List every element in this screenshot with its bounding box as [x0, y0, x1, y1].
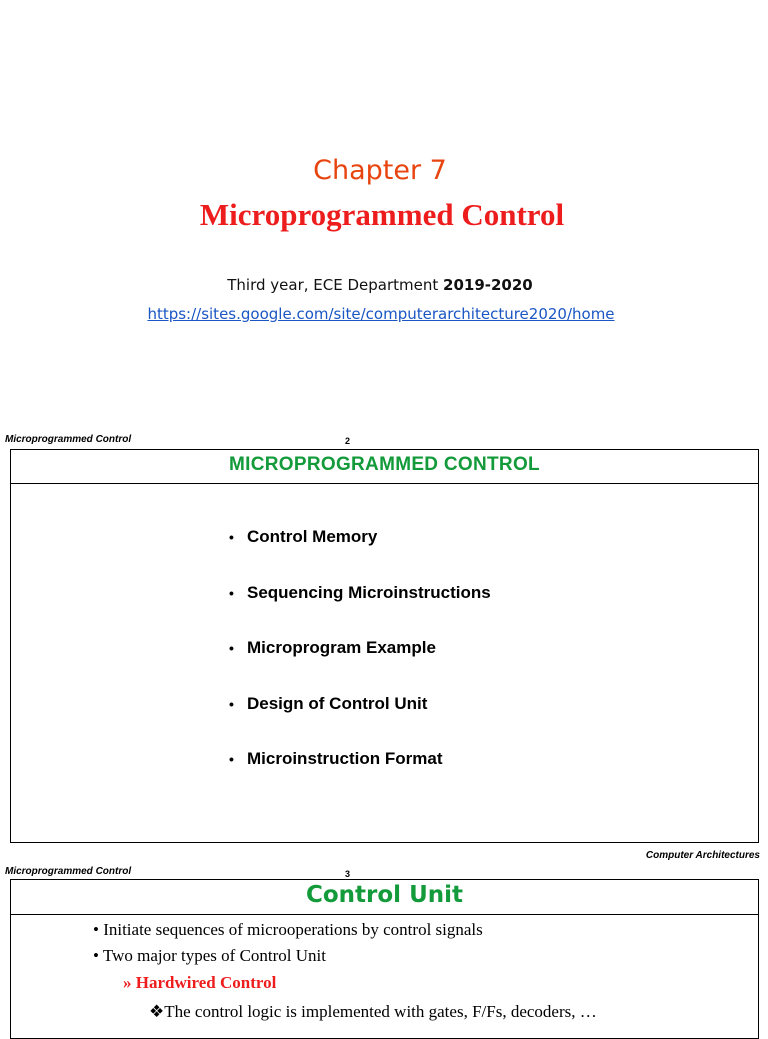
slide2-header-left: Microprogrammed Control	[5, 434, 132, 445]
course-info	[0, 276, 760, 294]
bullet-glyph: •	[229, 529, 234, 545]
list-item	[93, 946, 326, 966]
sub-marker: »	[123, 973, 132, 992]
bullet-glyph: •	[229, 695, 234, 712]
sub-sub-list-item-label: The control logic is implemented with gates, F/Fs, decoders, …	[164, 1002, 597, 1021]
slide3-frame	[10, 879, 759, 1039]
course-year: 2019-2020	[443, 276, 533, 294]
slide2-title: MICROPROGRAMMED CONTROL	[11, 450, 758, 484]
list-item-label: Sequencing Microinstructions	[247, 582, 491, 602]
list-item	[229, 637, 491, 693]
bullet-glyph: •	[229, 640, 234, 656]
topic-list	[229, 526, 491, 804]
slide-title: Microprogrammed Control	[199, 197, 565, 232]
list-item-label: Control Memory	[247, 527, 378, 546]
bullet-glyph: •	[93, 920, 99, 939]
list-item-label: Design of Control Unit	[247, 693, 428, 713]
list-item	[229, 526, 491, 582]
chapter-heading: Chapter 7	[313, 155, 447, 186]
sub-list-item	[123, 973, 276, 993]
list-item	[229, 748, 491, 804]
list-item-label: Initiate sequences of microoperations by control signals	[103, 920, 483, 939]
sub-sub-list-item	[149, 1002, 597, 1022]
slide3-header-left: Microprogrammed Control	[5, 866, 132, 877]
list-item-label: Microprogram Example	[247, 638, 436, 657]
diamond-bullet-icon: ❖	[149, 1002, 165, 1021]
bullet-glyph: •	[229, 584, 234, 601]
list-item-label: Two major types of Control Unit	[102, 946, 326, 965]
bullet-glyph: •	[93, 946, 99, 965]
course-info-text: Third year, ECE Department	[227, 276, 444, 294]
slide3-title: Control Unit	[11, 880, 758, 915]
list-item	[229, 582, 491, 638]
slide2-frame	[10, 449, 759, 843]
bullet-glyph: •	[229, 751, 234, 767]
sub-list-item-label: Hardwired Control	[135, 973, 277, 992]
slide2-footer: Computer Architectures	[645, 850, 760, 861]
slide3-page-number: 3	[345, 869, 351, 879]
course-site-link[interactable]: https://sites.google.com/site/computerarchitecture2020/home	[147, 305, 615, 323]
slide2-page-number: 2	[345, 436, 351, 446]
list-item-label: Microinstruction Format	[247, 749, 443, 768]
list-item	[229, 693, 491, 749]
list-item	[93, 920, 483, 940]
